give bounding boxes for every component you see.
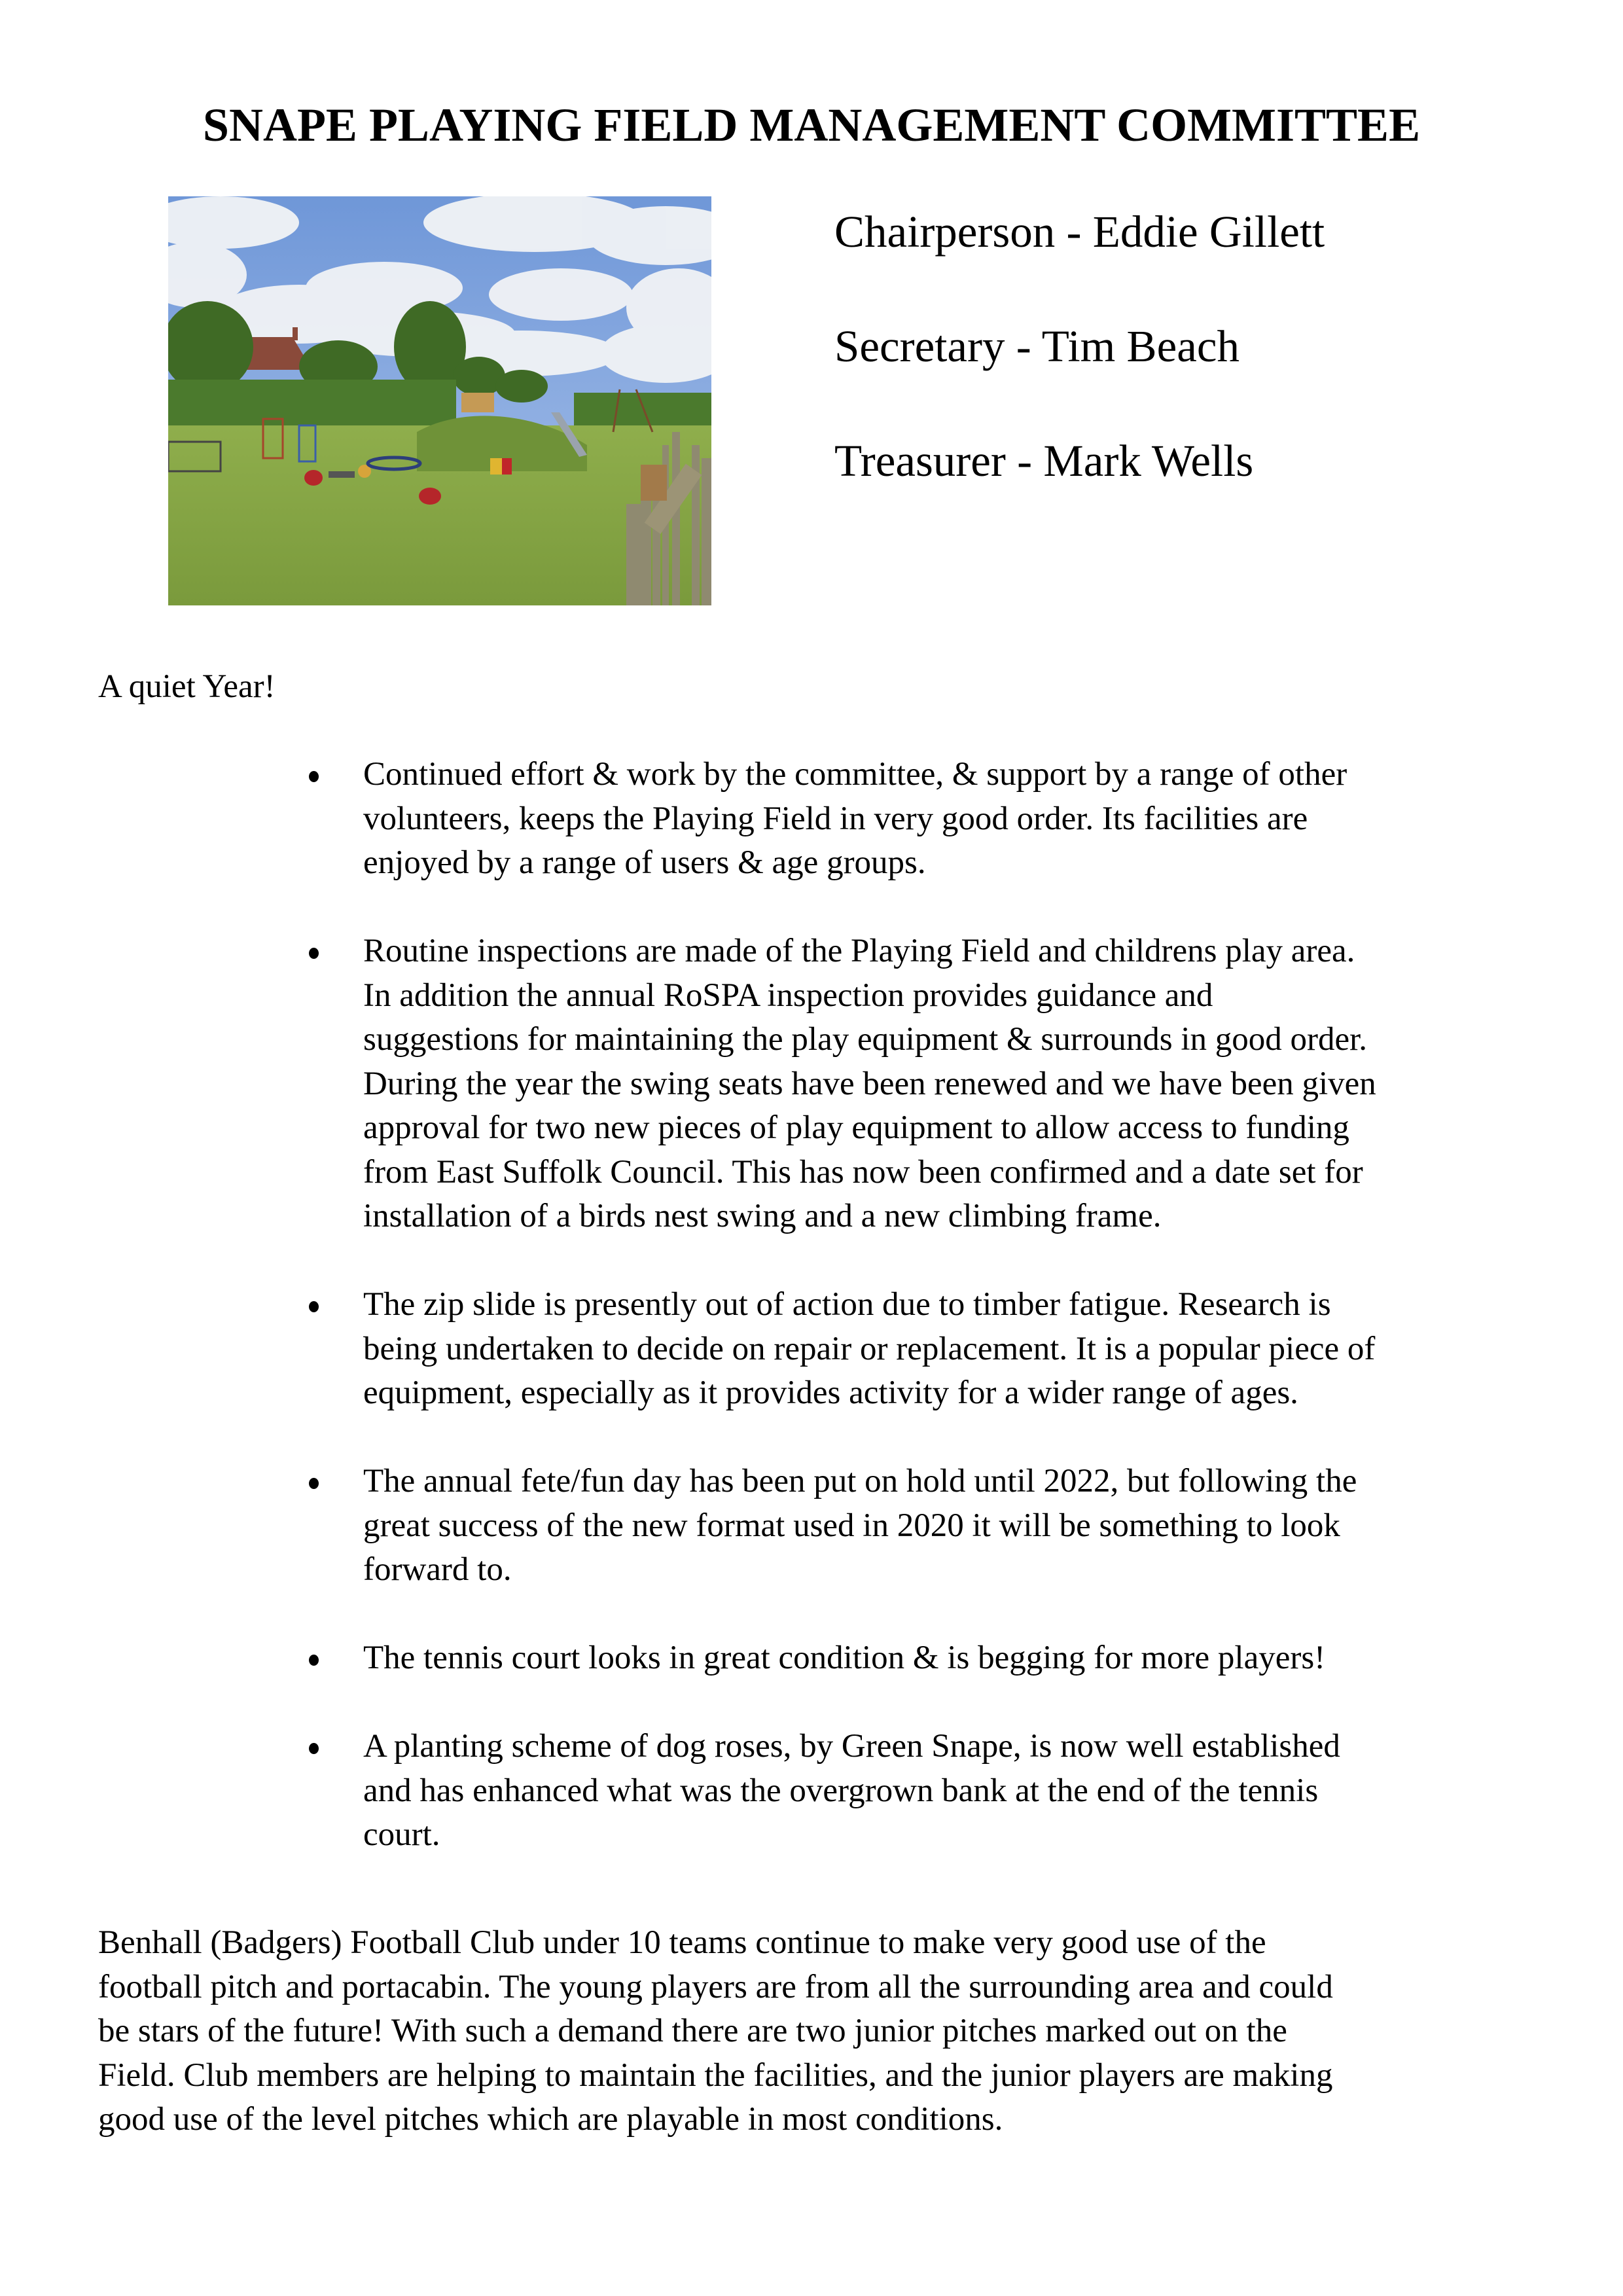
officer-secretary: Secretary - Tim Beach bbox=[834, 321, 1240, 371]
bullet-line: suggestions for maintaining the play equipment & surrounds in good order. bbox=[363, 1021, 1368, 1058]
bullet-line: During the year the swing seats have been renewed and we have been given bbox=[363, 1065, 1376, 1102]
bullet-line: installation of a birds nest swing and a new climbing frame. bbox=[363, 1198, 1162, 1234]
bullet-line: enjoyed by a range of users & age groups. bbox=[363, 844, 926, 881]
bullet-line: from East Suffolk Council. This has now been confirmed and a date set for bbox=[363, 1153, 1363, 1191]
bullet-item bbox=[291, 753, 1535, 886]
bullet-item bbox=[291, 1460, 1535, 1592]
bullet-line: Continued effort & work by the committee, & support by a range of other bbox=[363, 756, 1347, 793]
bullet-line: and has enhanced what was the overgrown bank at the end of the tennis bbox=[363, 1772, 1319, 1809]
bullet-item bbox=[291, 1725, 1535, 1857]
paragraph-line: football pitch and portacabin. The young players are from all the surrounding area and could bbox=[98, 1968, 1333, 2005]
bullet-icon bbox=[309, 1743, 319, 1754]
bullet-item bbox=[291, 929, 1535, 1239]
officer-treasurer: Treasurer - Mark Wells bbox=[834, 436, 1254, 486]
paragraph-line: be stars of the future! With such a demand there are two junior pitches marked out on the bbox=[98, 2013, 1287, 2049]
bullet-icon bbox=[309, 771, 319, 782]
page-title: SNAPE PLAYING FIELD MANAGEMENT COMMITTEE bbox=[202, 99, 1421, 151]
paragraph-line: Field. Club members are helping to maintain the facilities, and the junior players are making bbox=[98, 2056, 1333, 2094]
playing-field-photo bbox=[168, 196, 711, 605]
bullet-line: In addition the annual RoSPA inspection provides guidance and bbox=[363, 977, 1213, 1014]
bullet-icon bbox=[309, 948, 319, 959]
bullet-line: The tennis court looks in great condition & is begging for more players! bbox=[363, 1640, 1326, 1676]
bullet-line: forward to. bbox=[363, 1551, 512, 1588]
paragraph-line: Benhall (Badgers) Football Club under 10 teams continue to make very good use of the bbox=[98, 1924, 1266, 1961]
paragraph-line: good use of the level pitches which are playable in most conditions. bbox=[98, 2101, 1003, 2138]
bullet-line: approval for two new pieces of play equipment to allow access to funding bbox=[363, 1109, 1349, 1146]
bullet-line: equipment, especially as it provides activity for a wider range of ages. bbox=[363, 1374, 1298, 1411]
committee-officers bbox=[834, 209, 1325, 553]
football-club-paragraph bbox=[98, 1921, 1538, 2142]
bullet-line: The annual fete/fun day has been put on hold until 2022, but following the bbox=[363, 1463, 1357, 1499]
bullet-icon bbox=[309, 1655, 319, 1666]
bullet-icon bbox=[309, 1301, 319, 1312]
bullet-line: A planting scheme of dog roses, by Green Snape, is now well established bbox=[363, 1728, 1340, 1765]
intro-heading: A quiet Year! bbox=[98, 668, 276, 705]
bullet-line: being undertaken to decide on repair or replacement. It is a popular piece of bbox=[363, 1330, 1376, 1367]
officer-chairperson: Chairperson - Eddie Gillett bbox=[834, 207, 1325, 257]
bullet-icon bbox=[309, 1478, 319, 1489]
bullet-line: Routine inspections are made of the Playing Field and childrens play area. bbox=[363, 933, 1355, 969]
bullet-line: court. bbox=[363, 1816, 440, 1853]
bullet-item bbox=[291, 1283, 1535, 1416]
bullet-line: volunteers, keeps the Playing Field in very good order. Its facilities are bbox=[363, 800, 1308, 837]
playing-field-photo-image bbox=[168, 196, 711, 605]
bullet-line: great success of the new format used in 2020 it will be something to look bbox=[363, 1507, 1340, 1544]
report-bullets bbox=[291, 753, 1535, 1901]
bullet-item bbox=[291, 1636, 1535, 1681]
bullet-line: The zip slide is presently out of action due to timber fatigue. Research is bbox=[363, 1286, 1331, 1323]
